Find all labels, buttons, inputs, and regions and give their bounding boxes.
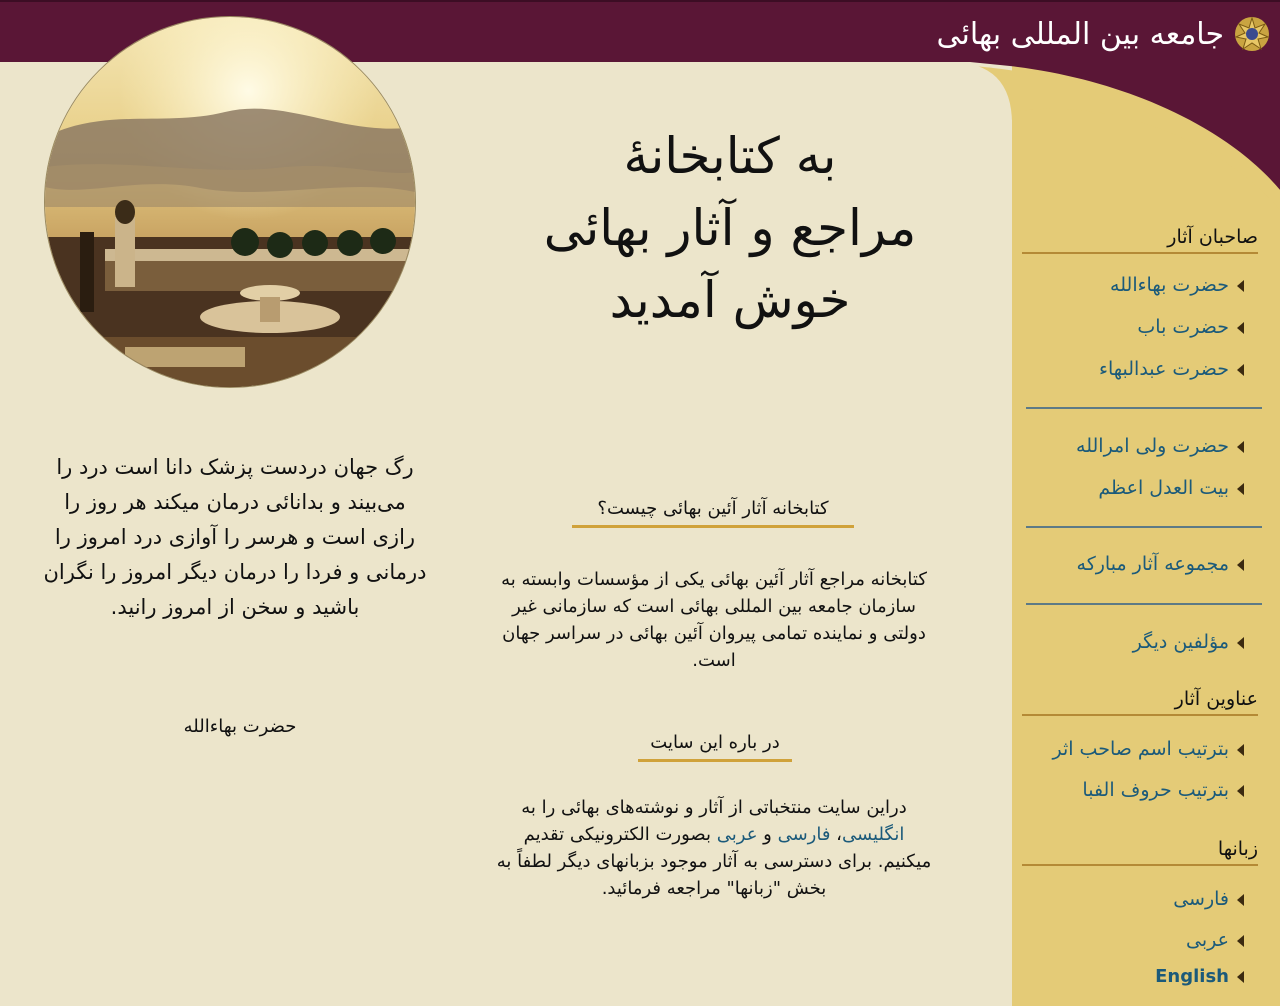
nav-shoghi-effendi[interactable] [1024,435,1244,457]
nav-label: مجموعه آثار مبارکه [1076,553,1229,575]
brand[interactable] [936,12,1270,56]
nav-bab[interactable] [1024,316,1244,338]
nav-lang-english[interactable] [1024,966,1244,987]
welcome-line: خوش آمدید [609,271,851,329]
triangle-left-icon [1237,280,1244,292]
nav-label: بیت العدل اعظم [1098,477,1229,499]
languages-heading: زبانها [1022,838,1258,866]
titles-heading: عناوین آثار [1022,688,1258,716]
welcome-heading [500,120,960,336]
about-text-part: دراین سایت منتخباتی از آثار و نوشته‌های بهائی را به [521,797,907,818]
arabic-link[interactable]: عربی [716,824,758,845]
triangle-left-icon [1237,364,1244,376]
nav-label: بترتیب حروف الفبا [1082,779,1229,801]
welcome-line: مراجع و آثار بهائی [543,199,917,257]
nav-label: بترتیب اسم صاحب اثر [1052,738,1229,760]
about-text [494,794,934,902]
separator: و [757,824,778,845]
nav-abdulbaha[interactable] [1024,358,1244,380]
nav-label: فارسی [1173,888,1229,910]
nav-lang-arabic[interactable] [1024,929,1244,951]
triangle-left-icon [1237,483,1244,495]
nav-label: مؤلفین دیگر [1132,631,1229,653]
separator: ، [830,824,842,845]
nav-label: English [1155,966,1229,987]
nav-label: حضرت ولی امرالله [1076,435,1229,457]
nav-divider [1026,526,1262,528]
quote-author: حضرت بهاءالله [183,716,297,737]
english-link[interactable]: انگلیسی [841,824,905,845]
nav-by-author[interactable] [1024,738,1244,760]
nav-bahaullah[interactable] [1024,274,1244,296]
quote-text: رگ جهان دردست پزشک دانا است درد را می‌بیند و بدانائی درمان میکند هر روز را رازی است و هرسر را آوازی درد امروز را درمانی و فردا را درمان دیگر امروز را نگران باشید و سخن از امروز رانید. [43,455,427,619]
about-heading: در باره این سایت [638,732,792,762]
what-is-heading: کتابخانه آثار آئین بهائی چیست؟ [572,498,854,528]
nav-label: حضرت باب [1137,316,1229,338]
site-title: جامعه بین المللی بهائی [936,16,1224,52]
nav-compilations[interactable] [1024,553,1244,575]
nav-other-authors[interactable] [1024,631,1244,653]
nine-pointed-star-icon [1234,16,1270,52]
nav-label: حضرت عبدالبهاء [1099,358,1229,380]
triangle-left-icon [1237,935,1244,947]
triangle-left-icon [1237,441,1244,453]
nav-label: عربی [1186,929,1229,951]
triangle-left-icon [1237,637,1244,649]
triangle-left-icon [1237,744,1244,756]
authors-heading: صاحبان آثار [1022,226,1258,254]
about-text-part: بصورت الکترونیکی تقدیم میکنیم. برای دسترسی به آثار موجود بزبانهای دیگر لطفاً به بخش "زبانها" مراجعه فرمائید. [496,824,932,899]
farsi-link[interactable]: فارسی [777,824,831,845]
garden-photo [44,16,416,388]
triangle-left-icon [1237,559,1244,571]
triangle-left-icon [1237,785,1244,797]
what-is-text: کتابخانه مراجع آثار آئین بهائی یکی از مؤسسات وابسته به سازمان جامعه بین المللی بهائی است که سازمانی غیر دولتی و نماینده تمامی پیروان آئین بهائی در سراسر جهان است. [501,569,927,671]
nav-uhj[interactable] [1024,477,1244,499]
nav-divider [1026,407,1262,409]
triangle-left-icon [1237,971,1244,983]
nav-alphabetical[interactable] [1024,779,1244,801]
welcome-line: به کتابخانهٔ [623,127,837,185]
nav-divider [1026,603,1262,605]
nav-label: حضرت بهاءالله [1110,274,1229,296]
triangle-left-icon [1237,894,1244,906]
triangle-left-icon [1237,322,1244,334]
nav-lang-farsi[interactable] [1024,888,1244,910]
